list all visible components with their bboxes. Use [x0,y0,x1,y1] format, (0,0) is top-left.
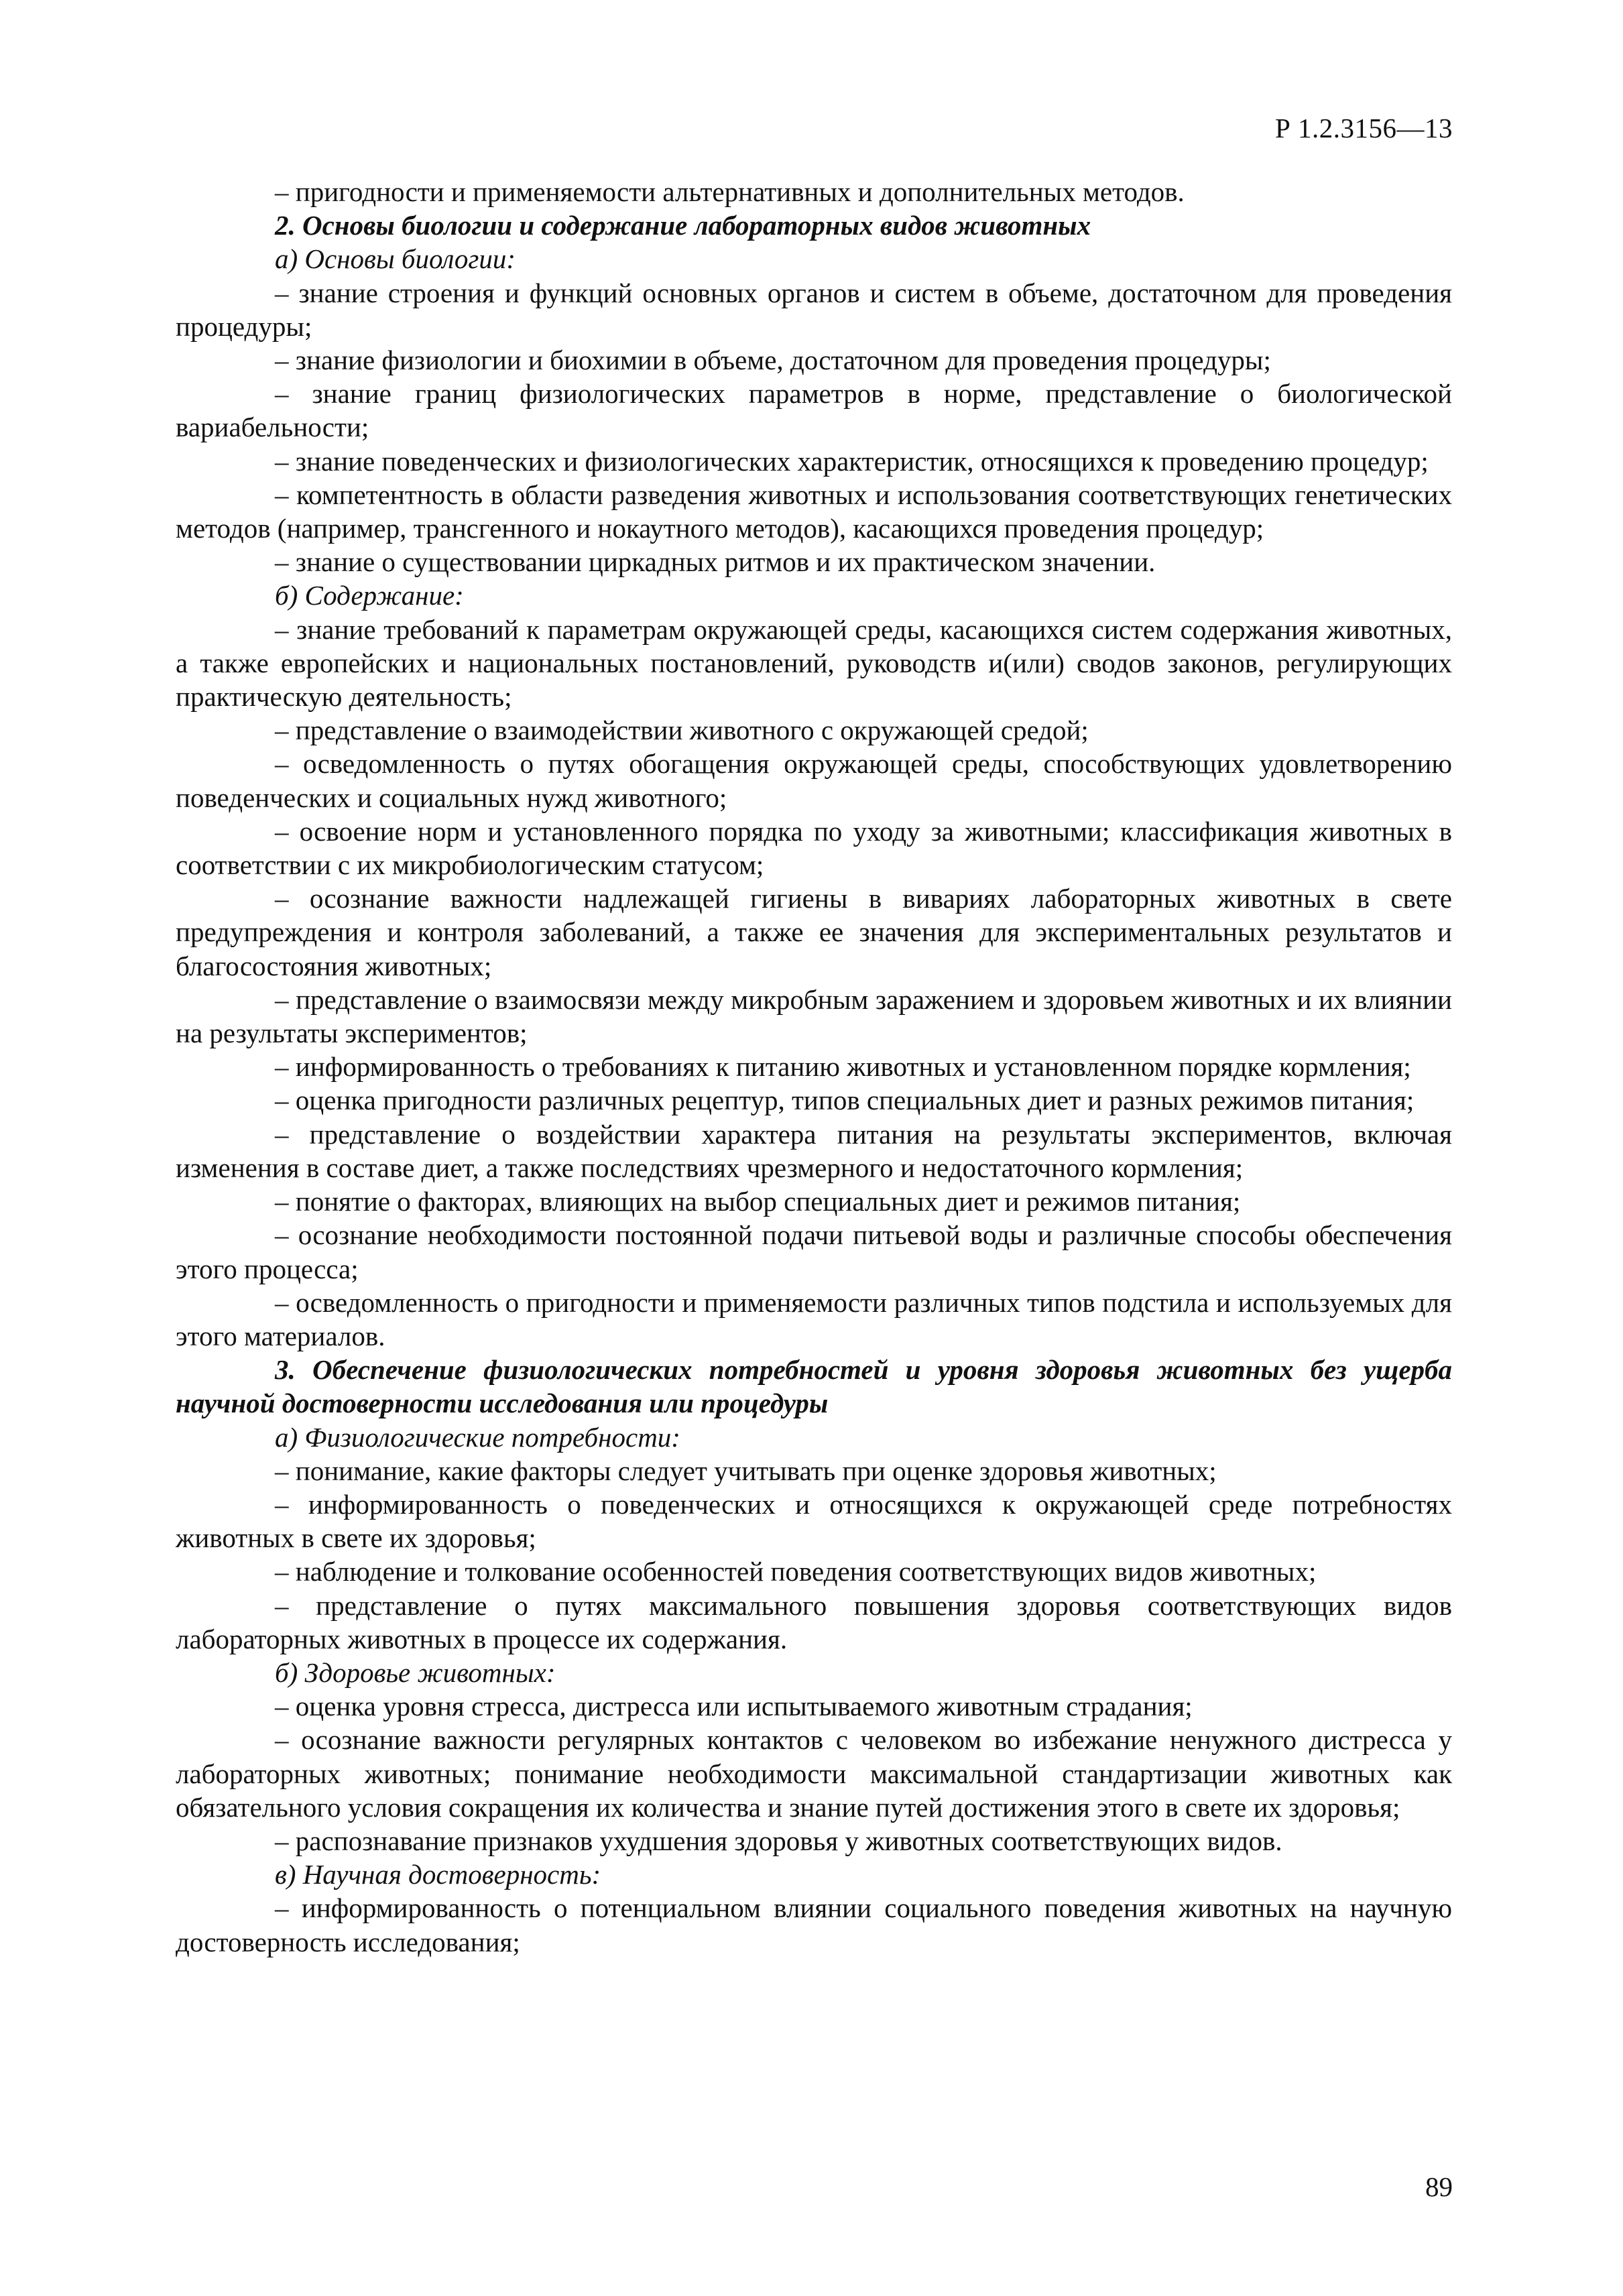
list-item: – оценка пригодности различных рецептур, типов специальных диет и разных режимов питания; [275,1085,1415,1116]
list-item: – наблюдение и толкование особенностей поведения соответствующих видов животных; [275,1556,1317,1587]
list-item: – понимание, какие факторы следует учитывать при оценке здоровья животных; [275,1455,1217,1486]
list-item: – знание поведенческих и физиологических характеристик, относящихся к проведению процедур; [275,445,1429,477]
subsection-heading: в) Научная достоверность: [275,1859,601,1890]
list-item: – информированность о поведенческих и относящихся к окружающей среде потребностях животных в свете их здоровья; [176,1488,1452,1554]
list-item: – осознание важности надлежащей гигиены в вивариях лабораторных животных в свете предупреждения и контроля заболеваний, а также ее значения для экспериментальных результатов и благосостояния животных; [176,883,1452,981]
list-item: – осознание необходимости постоянной подачи питьевой воды и различные способы обеспечения этого процесса; [176,1219,1452,1284]
page-number: 89 [1425,2171,1453,2202]
list-item: – представление о путях максимального повышения здоровья соответствующих видов лабораторных животных в процессе их содержания. [176,1589,1452,1654]
list-item: – информированность о потенциальном влиянии социального поведения животных на научную достоверность исследования; [176,1892,1452,1957]
section-heading: 2. Основы биологии и содержание лабораторных видов животных [275,210,1091,241]
list-item: – знание о существовании циркадных ритмов и их практическом значении. [275,546,1156,578]
list-item: – представление о воздействии характера питания на результаты экспериментов, включая изменения в составе диет, а также последствиях чрезмерного и недостаточного кормления; [176,1118,1452,1183]
list-item: – представление о взаимодействии животного с окружающей средой; [275,715,1089,746]
list-item: – знание физиологии и биохимии в объеме, достаточном для проведения процедуры; [275,345,1271,376]
list-item: – осведомленность о пригодности и применяемости различных типов подстила и используемых для этого материалов. [176,1286,1452,1351]
list-item: – осведомленность о путях обогащения окружающей среды, способствующих удовлетворению поведенческих и социальных нужд животного; [176,748,1452,813]
section-heading: 3. Обеспечение физиологических потребностей и уровня здоровья животных без ущерба научной достоверности исследования или процедуры [176,1354,1452,1419]
subsection-heading: б) Здоровье животных: [275,1656,556,1688]
list-item: – оценка уровня стресса, дистресса или испытываемого животным страдания; [275,1691,1193,1722]
list-item: – знание требований к параметрам окружающей среды, касающихся систем содержания животных, а также европейских и национальных постановлений, руководств и(или) сводов законов, регулирующих практическую деятельность; [176,613,1452,713]
page-body [176,175,1452,1959]
list-item: – информированность о требованиях к питанию животных и установленном порядке кормления; [275,1051,1411,1083]
list-item: – освоение норм и установленного порядка по уходу за животными; классификация животных в соответствии с их микробиологическим статусом; [176,815,1452,881]
subsection-heading: б) Содержание: [275,580,464,611]
list-item: – знание строения и функций основных органов и систем в объеме, достаточном для проведения процедуры; [176,277,1452,342]
subsection-heading: а) Физиологические потребности: [275,1421,680,1453]
list-item: – понятие о факторах, влияющих на выбор специальных диет и режимов питания; [275,1186,1241,1217]
document-code: Р 1.2.3156—13 [1274,113,1453,143]
list-item: – знание границ физиологических параметров в норме, представление о биологической вариабельности; [176,378,1452,443]
list-item: – осознание важности регулярных контактов с человеком во избежание ненужного дистресса у лабораторных животных; понимание необходимости максимальной стандартизации животных как обязательного условия сокращения их количества и знание путей достижения этого в свете их здоровья; [176,1724,1452,1823]
list-item: – распознавание признаков ухудшения здоровья у животных соответствующих видов. [275,1825,1282,1856]
list-item: – компетентность в области разведения животных и использования соответствующих генетических методов (например, трансгенного и нокаутного методов), касающихся проведения процедур; [176,479,1452,544]
list-item: – пригодности и применяемости альтернативных и дополнительных методов. [275,176,1185,207]
list-item: – представление о взаимосвязи между микробным заражением и здоровьем животных и их влиянии на результаты экспериментов; [176,983,1452,1049]
subsection-heading: а) Основы биологии: [275,243,516,275]
